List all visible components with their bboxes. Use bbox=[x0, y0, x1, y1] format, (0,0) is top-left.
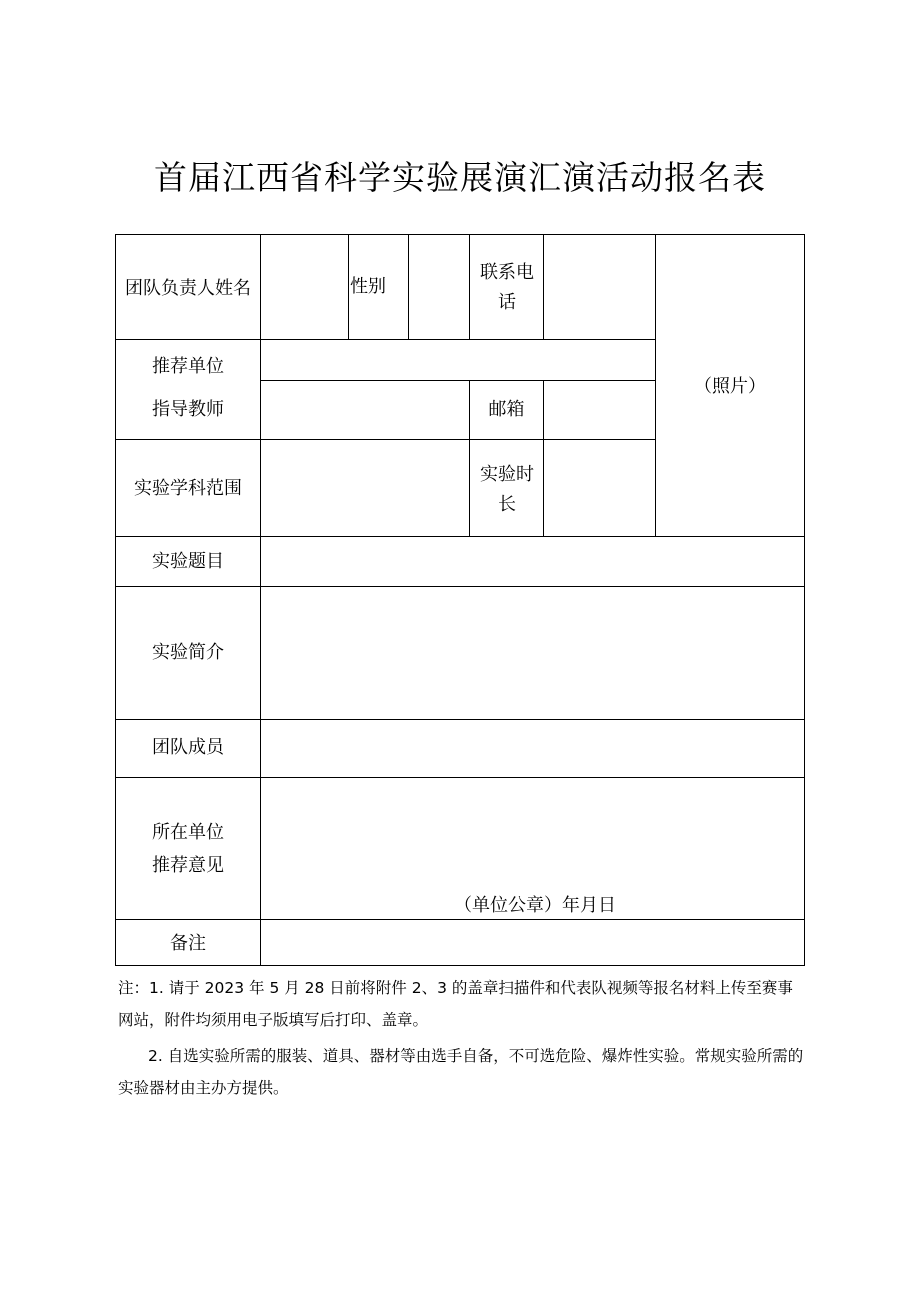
email-field[interactable] bbox=[544, 381, 655, 439]
experiment-topic-field[interactable] bbox=[261, 537, 804, 586]
email-label: 邮箱 bbox=[488, 399, 525, 420]
unit-opinion-label-line1: 所在单位 bbox=[152, 822, 224, 843]
remarks-label: 备注 bbox=[170, 933, 206, 954]
recommending-unit-field[interactable] bbox=[261, 340, 655, 380]
note-2: 2. 自选实验所需的服装、道具、器材等由选手自备，不可选危险、爆炸性实验。常规实验所需的实验器材由主办方提供。 bbox=[118, 1047, 804, 1097]
subject-range-field[interactable] bbox=[261, 440, 469, 536]
notes bbox=[118, 972, 808, 1104]
instructor-label: 指导教师 bbox=[152, 399, 224, 420]
experiment-topic-label: 实验题目 bbox=[152, 551, 224, 572]
experiment-intro-label: 实验简介 bbox=[152, 642, 224, 663]
note-1: 注：1. 请于 2023 年 5 月 28 日前将附件 2、3 的盖章扫描件和代表队视频等报名材料上传至赛事网站，附件均须用电子版填写后打印、盖章。 bbox=[118, 979, 793, 1029]
team-members-field[interactable] bbox=[261, 720, 804, 777]
phone-field[interactable] bbox=[544, 235, 655, 339]
instructor-field[interactable] bbox=[261, 381, 469, 439]
table-border-right bbox=[804, 234, 805, 966]
experiment-intro-field[interactable] bbox=[261, 587, 804, 719]
recommending-unit-label: 推荐单位 bbox=[152, 356, 224, 377]
leader-name-label: 团队负责人姓名 bbox=[125, 278, 251, 299]
unit-seal-date: （单位公章）年月日 bbox=[454, 895, 616, 916]
leader-name-field[interactable] bbox=[261, 235, 348, 339]
subject-range-label: 实验学科范围 bbox=[134, 478, 242, 499]
column-divider bbox=[469, 234, 470, 340]
gender-label: 性别 bbox=[350, 276, 386, 297]
remarks-field[interactable] bbox=[261, 920, 804, 965]
duration-label: 实验时长 bbox=[480, 464, 534, 515]
unit-opinion-label bbox=[116, 816, 260, 882]
phone-label: 联系电话 bbox=[480, 262, 534, 313]
team-members-label: 团队成员 bbox=[152, 737, 224, 758]
unit-opinion-label-line2: 推荐意见 bbox=[152, 855, 224, 876]
form-title: 首届江西省科学实验展演汇演活动报名表 bbox=[154, 158, 766, 197]
photo-placeholder[interactable]: （照片） bbox=[694, 376, 766, 397]
gender-field[interactable] bbox=[409, 235, 469, 339]
duration-field[interactable] bbox=[544, 440, 655, 536]
table-border-bottom bbox=[115, 965, 805, 966]
